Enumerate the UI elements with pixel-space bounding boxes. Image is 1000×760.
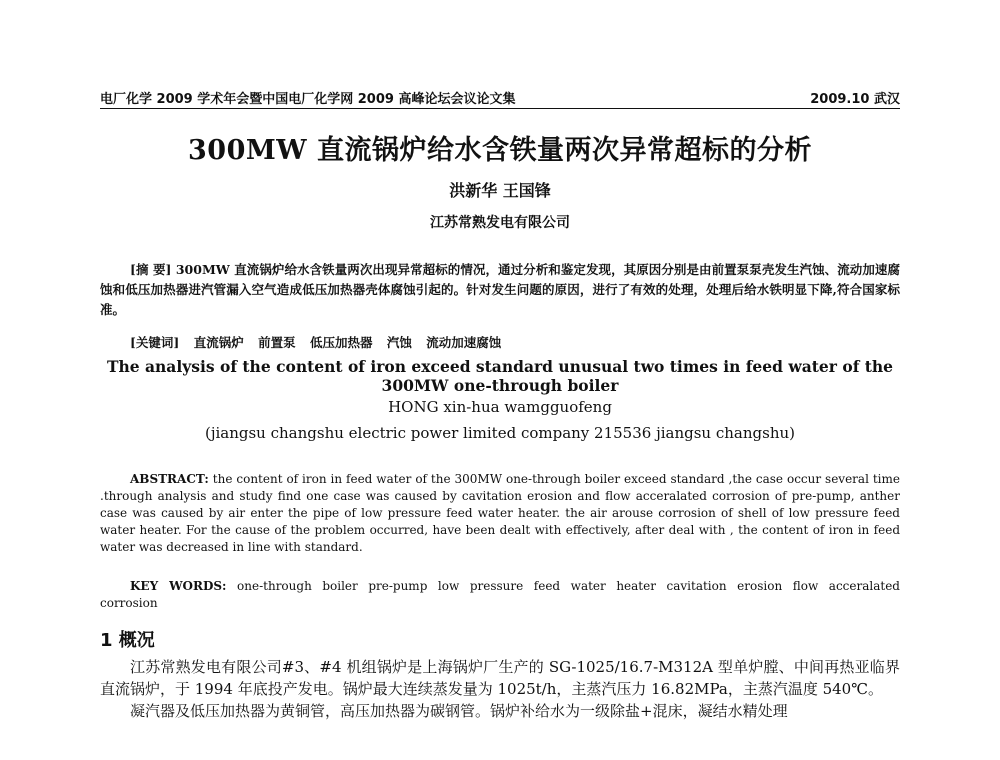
abstract-cn: [摘 要] 300MW 直流锅炉给水含铁量两次出现异常超标的情况，通过分析和鉴定发现，其原因分别是由前置泵泵壳发生汽蚀、流动加速腐蚀和低压加热器进汽管漏入空气造成低压加热器壳体腐蚀引起的。针对发生问题的原因，进行了有效的处理，处理后给水铁明显下降,符合国家标准。 bbox=[100, 262, 900, 317]
authors: 洪新华 王国锋 bbox=[449, 181, 551, 200]
abstract-en bbox=[100, 471, 900, 556]
english-affiliation: (jiangsu changshu electric power limited company 215536 jiangsu changshu) bbox=[204, 424, 796, 442]
keywords-cn bbox=[130, 333, 900, 351]
keywords-cn-label: [关键词] bbox=[130, 335, 180, 350]
abstract-en-label: ABSTRACT: bbox=[130, 472, 209, 486]
keywords-en-text: one-through boiler pre-pump low pressure feed water heater cavitation erosion flow acceralated corrosion bbox=[100, 579, 900, 610]
body-paragraph: 江苏常熟发电有限公司#3、#4 机组锅炉是上海锅炉厂生产的 SG-1025/16.7-M312A 型单炉膛、中间再热亚临界直流锅炉，于 1994 年底投产发电。锅炉最大连续蒸发量为 1025t/h，主蒸汽压力 16.82MPa，主蒸汽温度 540℃。 bbox=[100, 658, 900, 698]
english-authors: HONG xin-hua wamgguofeng bbox=[388, 398, 612, 416]
section-body bbox=[100, 656, 900, 722]
header-rule bbox=[100, 108, 900, 109]
abstract-en-text: the content of iron in feed water of the 300MW one-through boiler exceed standard ,the case occur several time .through analysis and study find one case was caused by cavitation erosion and flow acceralated corrosion of pre-pump, anther case was caused by air enter the pipe of low pressure feed water heater. the air arouse corrosion of shell of low pressure feed water heater. For the cause of the problem occurred, have been dealt with effectively, after deal with , the content of iron in feed water was decreased in line with standard. bbox=[100, 472, 900, 554]
body-paragraph: 凝汽器及低压加热器为黄铜管，高压加热器为碳钢管。锅炉补给水为一级除盐+混床，凝结水精处理 bbox=[130, 702, 788, 720]
paper-title: 300MW 直流锅炉给水含铁量两次异常超标的分析 bbox=[188, 135, 812, 166]
keyword-cn: 低压加热器 bbox=[309, 335, 373, 350]
english-title: The analysis of the content of iron exceed standard unusual two times in feed water of the 300MW one-through boiler bbox=[106, 357, 894, 395]
keyword-cn: 流动加速腐蚀 bbox=[426, 335, 502, 350]
header-left: 电厂化学 2009 学术年会暨中国电厂化学网 2009 高峰论坛会议论文集 bbox=[100, 92, 516, 107]
keyword-cn: 直流锅炉 bbox=[193, 335, 244, 350]
keywords-en bbox=[100, 578, 900, 612]
header-right: 2009.10 武汉 bbox=[810, 92, 900, 107]
keywords-en-label: KEY WORDS: bbox=[130, 579, 227, 593]
running-header bbox=[100, 88, 900, 107]
affiliation: 江苏常熟发电有限公司 bbox=[430, 215, 570, 231]
section-heading: 1 概况 bbox=[100, 630, 155, 651]
keyword-cn: 前置泵 bbox=[258, 335, 296, 350]
keyword-cn: 汽蚀 bbox=[386, 335, 412, 350]
